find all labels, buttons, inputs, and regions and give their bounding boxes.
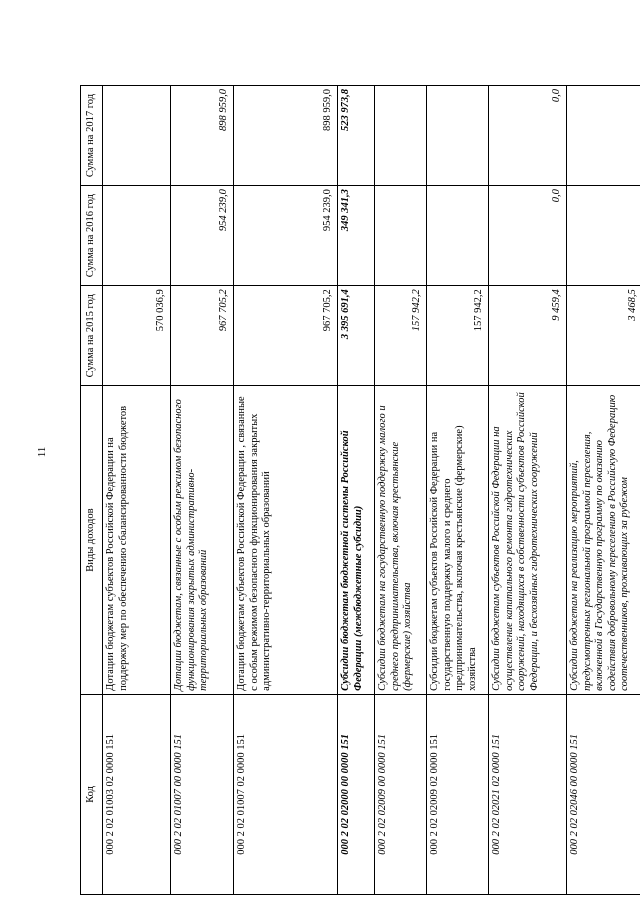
header-code: Код [81,694,103,894]
page-number: 11 [36,446,48,458]
row-code: 000 2 02 02009 02 0000 151 [427,694,489,894]
header-sum-2017: Сумма на 2017 год [81,86,103,186]
row-sum-2017: 523 973,8 [338,86,375,186]
table-row [375,86,427,895]
row-sum-2015: 9 459,4 [489,286,567,386]
row-type: Субсидии бюджетам субъектов Российской Федерации на государственную поддержку малого и среднего предпринимательства, включая крестьянские (фермерские) хозяйства [427,386,489,695]
row-type: Субсидии бюджетам субъектов Российской Федерации на осуществление капитального ремонта гидротехнических сооружений, находящихся в собственности субъектов Российской Федерации, и бесхозяйных гидротехнических сооружений [489,386,567,695]
table-row [234,86,338,895]
row-sum-2016 [567,186,640,286]
table-row [427,86,489,895]
table-body [103,86,640,895]
row-sum-2016: 954 239,0 [171,186,234,286]
header-sum-2015: Сумма на 2015 год [81,286,103,386]
row-type: Дотации бюджетам субъектов Российской Федерации , связанные с особым режимом безопасного функционирования закрытых административно-территориальных образований [234,386,338,695]
row-code: 000 2 02 02000 00 0000 151 [338,694,375,894]
row-type: Субсидии бюджетам на реализацию мероприятий, предусмотренных региональной программой переселения, включенной в Государственную программу по оказанию содействия добровольному переселению в Российскую Федерацию соотечественников, проживающих за рубежом [567,386,640,695]
table-row [489,86,567,895]
row-sum-2016: 0,0 [489,186,567,286]
row-sum-2015: 3 395 691,4 [338,286,375,386]
row-code: 000 2 02 02021 02 0000 151 [489,694,567,894]
row-sum-2015: 157 942,2 [427,286,489,386]
table-row [338,86,375,895]
row-sum-2016 [103,186,171,286]
row-sum-2015: 570 036,9 [103,286,171,386]
table-row [103,86,171,895]
row-sum-2015: 3 468,5 [567,286,640,386]
row-code: 000 2 02 01007 00 0000 151 [171,694,234,894]
table-row [171,86,234,895]
row-sum-2016 [427,186,489,286]
revenue-table [80,85,640,895]
header-type: Виды доходов [81,386,103,695]
row-sum-2017 [103,86,171,186]
row-sum-2015: 967 705,2 [234,286,338,386]
row-sum-2017: 898 959,0 [171,86,234,186]
row-code: 000 2 02 01003 02 0000 151 [103,694,171,894]
row-sum-2015: 157 942,2 [375,286,427,386]
row-type: Дотации бюджетам субъектов Российской Федерации на поддержку мер по обеспечению сбалансированности бюджетов [103,386,171,695]
row-sum-2017: 898 959,0 [234,86,338,186]
header-sum-2016: Сумма на 2016 год [81,186,103,286]
row-sum-2016: 349 341,3 [338,186,375,286]
row-sum-2015: 967 705,2 [171,286,234,386]
table-rotation-frame [80,85,639,895]
table-row [567,86,640,895]
row-code: 000 2 02 02009 00 0000 151 [375,694,427,894]
row-type: Дотации бюджетам, связанные с особым режимом безопасного функционирования закрытых административно-территориальных образований [171,386,234,695]
row-sum-2016 [375,186,427,286]
row-type: Субсидии бюджетам на государственную поддержку малого и среднего предпринимательства, включая крестьянские (фермерские) хозяйства [375,386,427,695]
table-header-row [81,86,103,895]
row-sum-2017 [427,86,489,186]
row-type: Субсидии бюджетам бюджетной системы Российской Федерации (межбюджетные субсидии) [338,386,375,695]
row-sum-2017 [375,86,427,186]
row-code: 000 2 02 01007 02 0000 151 [234,694,338,894]
table-rotated-container [80,85,639,895]
row-sum-2017: 0,0 [489,86,567,186]
row-sum-2017 [567,86,640,186]
row-code: 000 2 02 02046 00 0000 151 [567,694,640,894]
row-sum-2016: 954 239,0 [234,186,338,286]
